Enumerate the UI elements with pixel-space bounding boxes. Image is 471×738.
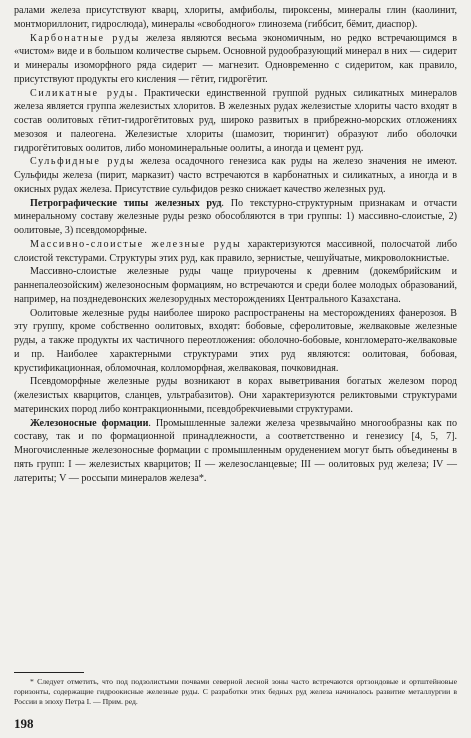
footnote-divider (14, 672, 84, 673)
paragraph-silicate-ores (14, 87, 457, 156)
paragraph-lead: Силикатные руды (30, 87, 135, 99)
paragraph-text: характеризуются массивной, полосчатой либо слоистой текстурами. Структуры этих руд, как правило, зернистые, чешуйчатые, микроволокнистые. (14, 238, 458, 264)
paragraph-carbonate-ores (14, 32, 457, 87)
paragraph-text: Массивно-слоистые железные руды чаще приурочены к древним (докембрийским и раннепалеозойским) железоносным формациям, но встречаются и среди более молодых образований, например, на позднедевонских железорудных месторождениях Центрального Казахстана. (14, 266, 457, 305)
paragraph-massive-layered-ores (14, 238, 457, 266)
paragraph-petrographic-types (14, 197, 457, 238)
paragraph-text: . Практически единственной группой рудных силикатных минералов железа является группа железистых хлоритов. В железных рудах железистые хлориты часто входят в состав оолитовых гётит-гидрогётитовых руд, широко развитых в прибрежно-морских отложениях мезозоя и палеогена. Железистые хлориты (шамозит, тюрингит) образуют либо оболочки гидрогётитовых оолитов, либо мономинеральные оолиты, а иногда и цемент руд. (14, 87, 457, 154)
paragraph-intro-continuation (14, 4, 457, 32)
paragraph-text: железа осадочного генезиса как руды на железо значения не имеют. Сульфиды железа (пирит, марказит) часто встречаются в карбонатных и силикатных, а иногда и в окисных рудах железа. Присутствие сульфидов резко снижает качество железных руд. (14, 156, 457, 195)
paragraph-lead: Сульфидные руды (30, 156, 136, 168)
paragraph-oolitic-ores (14, 307, 457, 376)
paragraph-iron-formations (14, 417, 457, 486)
paragraph-text: Псевдоморфные железные руды возникают в корах выветривания богатых железом пород (железистых кварцитов, сланцев, ультрабазитов). Они характеризуются реликтовыми структурами материнских пород либо контракционными, псевдобрекчиевыми структурами. (14, 376, 457, 415)
paragraph-lead: Петрографические типы железных руд (30, 197, 222, 209)
paragraph-pseudomorphic-ores (14, 375, 457, 416)
paragraph-lead: Карбонатные руды (30, 32, 140, 44)
main-text (14, 4, 457, 485)
footnote: * Следует отметить, что под подзолистыми почвами северной лесной зоны часто встречаются ортзондовые и ортштейновые горизонты, содержащие гидроокисные железные руды. С разработки этих бедных руд железа начиналось развитие металлургии в России в эпоху Петра I. — Прим. ред. (14, 677, 457, 706)
paragraph-text: . Промышленные залежи железа чрезвычайно многообразны как по составу, так и по формационной принадлежности, а соответственно и генезису [4, 5, 7]. Многочисленные железоносные формации с промышленным оруденением могут быть объединены в пять групп: I — железистых кварцитов; II — железосланцевые; III — оолитовых руд железа; IV — латериты; V — россыпи минералов железа*. (14, 417, 457, 484)
paragraph-text: железа являются весьма экономичным, но редко встречающимся в «чистом» виде и в большом количестве сырьем. Основной рудообразующий минерал в них — сидерит и минералы изоморфного ряда сидерит — магнезит. Одновременно с сидеритом, как правило, присутствуют продукты его кисления — гётит, гидрогётит. (14, 32, 458, 85)
paragraph-text: ралами железа присутствуют кварц, хлориты, амфиболы, пироксены, минералы глин (каолинит, монтмориллонит, гидрослюда), минералы «свободного» глинозема (гиббсит, бёмит, диаспор). (14, 5, 457, 30)
page-number: 198 (14, 716, 34, 731)
paragraph-text: Оолитовые железные руды наиболее широко распространены на месторождениях фанерозоя. В эту группу, кроме собственно оолитовых, входят: бобовые, сферолитовые, желваковые железные руды, а также продукты их частичного переотложения: оболочно-бобовые, конгломерато-желваковые и пр. Наиболее характерными структурами этих руд являются: оолитовая, бобовая, крустификационная, обломочная, колломорфная, желваковая, почковидная. (14, 307, 457, 374)
paragraph-text: . По текстурно-структурным признакам и отчасти минеральному составу железные руды резко обособляются в три группы: 1) массивно-слоистые, 2) оолитовые, 3) псевдоморфные. (14, 197, 457, 236)
paragraph-massive-layered-occurrence (14, 265, 457, 306)
paragraph-lead: Железоносные формации (30, 417, 149, 429)
paragraph-sulfide-ores (14, 155, 457, 196)
paragraph-lead: Массивно-слоистые железные руды (30, 238, 242, 250)
